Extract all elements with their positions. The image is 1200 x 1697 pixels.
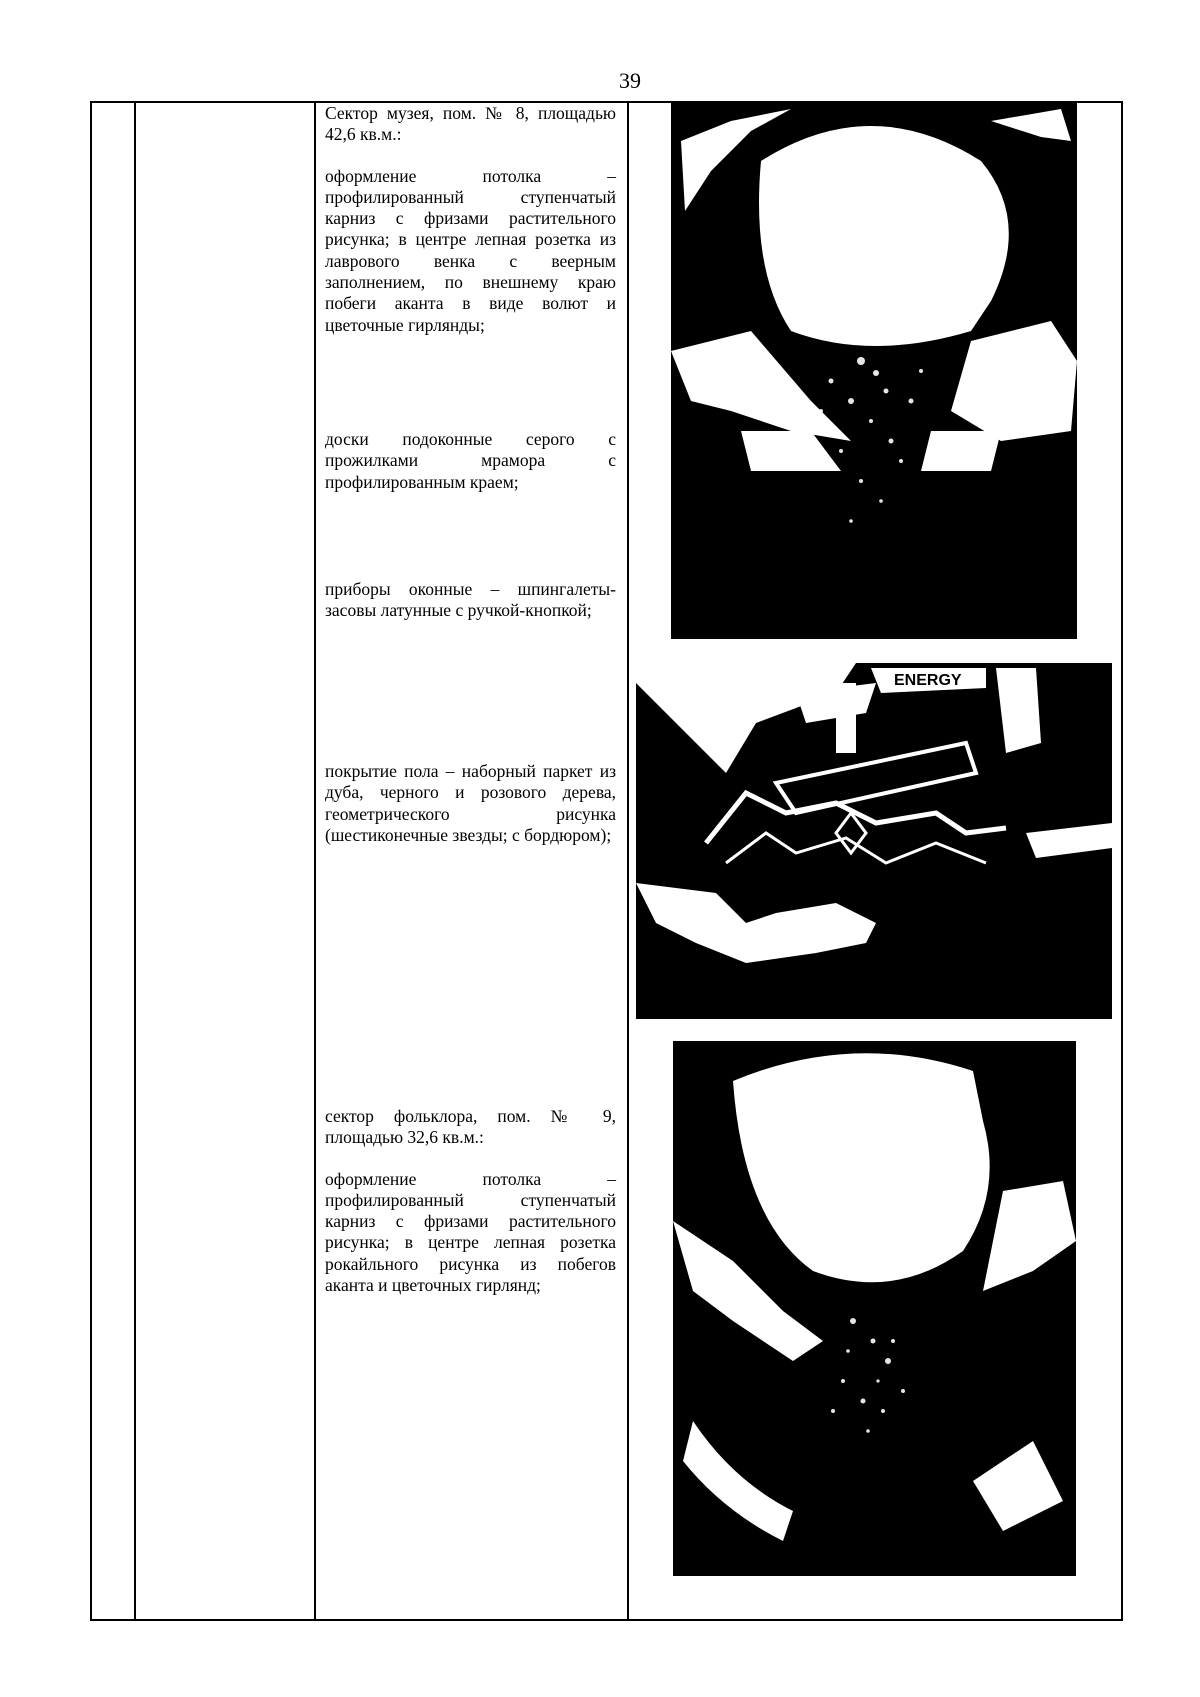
- rocaille-rosette-photo: [673, 1041, 1076, 1576]
- section-heading: Сектор музея, пом. № 8, площадью 42,6 кв.м.:: [325, 103, 616, 145]
- ceiling-rosette-photo: [671, 101, 1077, 639]
- column-divider-3: [627, 103, 629, 1619]
- energy-sign-text: ENERGY: [894, 672, 962, 689]
- column-divider-1: [134, 103, 136, 1619]
- floor-description: покрытие пола – наборный паркет из дуба, черного и розового дерева, геометрического рисунка (шестиконечные звезды; с бордюром);: [325, 761, 616, 845]
- parquet-floor-photo: [636, 663, 1112, 1019]
- section-museum-heading: [325, 103, 616, 336]
- column-divider-2: [314, 103, 316, 1619]
- window-hardware-description-block: [325, 579, 616, 622]
- ceiling-description: оформление потолка – профилированный ступенчатый карниз с фризами растительного рисунка; в центре лепная розетка из лаврового венка с веерным заполнением, по внешнему краю побеги аканта в виде волют и цветочные гирлянды;: [325, 165, 616, 335]
- windowsill-description-block: [325, 429, 616, 493]
- section-folklore-block: [325, 1106, 616, 1296]
- ceiling-description: оформление потолка – профилированный ступенчатый карниз с фризами растительного рисунка; в центре лепная розетка рокайльного рисунка из побегов аканта и цветочных гирлянд;: [325, 1168, 616, 1296]
- floor-description-block: [325, 761, 616, 846]
- window-hardware-description: приборы оконные – шпингалеты-засовы латунные с ручкой-кнопкой;: [325, 579, 616, 621]
- section-heading: сектор фольклора, пом. № 9, площадью 32,6 кв.м.:: [325, 1106, 616, 1148]
- page-number: 39: [619, 68, 641, 93]
- windowsill-description: доски подоконные серого с прожилками мрамора с профилированным краем;: [325, 429, 616, 492]
